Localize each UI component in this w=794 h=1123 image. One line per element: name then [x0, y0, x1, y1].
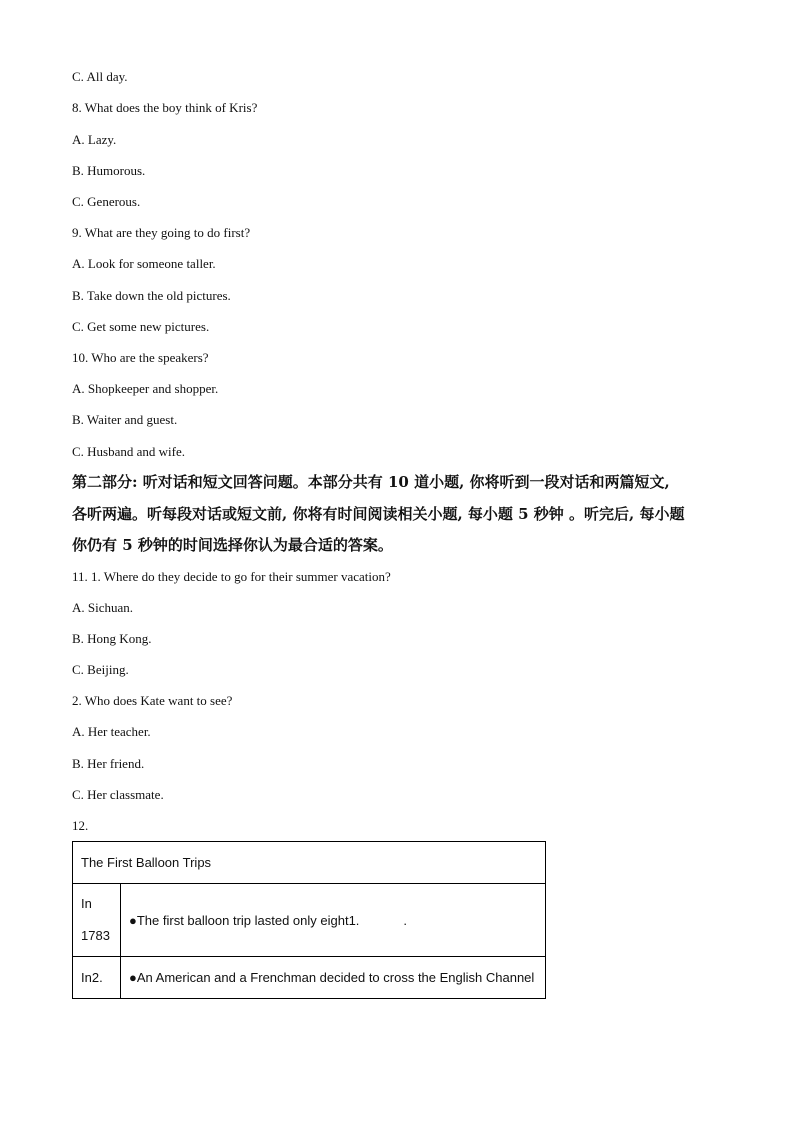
option-11-2c: C. Her classmate.: [72, 787, 164, 802]
option-9c: C. Get some new pictures.: [72, 319, 210, 334]
year-1783-label: 1783: [81, 928, 110, 943]
table-title: The First Balloon Trips: [73, 842, 546, 884]
question-11-1: 11. 1. Where do they decide to go for their summer vacation?: [72, 569, 391, 584]
option-11-2a: A. Her teacher.: [72, 724, 151, 739]
option-10a: A. Shopkeeper and shopper.: [72, 381, 219, 396]
option-10c: C. Husband and wife.: [72, 444, 186, 459]
table-year-cell: In2.: [73, 957, 121, 999]
section2-instructions-line1: 第二部分: 听对话和短文回答问题。本部分共有 10 道小题, 你将听到一段对话和两篇短文,: [72, 473, 670, 491]
option-11-2b: B. Her friend.: [72, 756, 145, 771]
balloon-trips-table: [72, 841, 546, 999]
table-row: [73, 884, 546, 957]
question-8: 8. What does the boy think of Kris?: [72, 100, 258, 115]
year-in-label: In: [81, 896, 92, 911]
question-12: 12.: [72, 818, 89, 833]
table-row: [73, 957, 546, 999]
option-9b: B. Take down the old pictures.: [72, 288, 231, 303]
question-10: 10. Who are the speakers?: [72, 350, 209, 365]
section2-instructions-line3: 你仍有 5 秒钟的时间选择你认为最合适的答案。: [72, 536, 393, 554]
table-text-cell: [121, 884, 546, 957]
row1-tail: .: [403, 912, 408, 928]
line-all-day: C. All day.: [72, 69, 128, 84]
option-8c: C. Generous.: [72, 194, 141, 209]
table-text-cell: ●An American and a Frenchman decided to cross the English Channel: [121, 957, 546, 999]
question-11-2: 2. Who does Kate want to see?: [72, 693, 233, 708]
question-9: 9. What are they going to do first?: [72, 225, 251, 240]
section2-instructions-line2: 各听两遍。听每段对话或短文前, 你将有时间阅读相关小题, 每小题 5 秒钟 。听完后, 每小题: [72, 505, 685, 523]
table-title-row: [73, 842, 546, 884]
option-8b: B. Humorous.: [72, 163, 146, 178]
row1-text: ●The first balloon trip lasted only eight1.: [129, 912, 360, 928]
table-year-cell: [73, 884, 121, 957]
option-10b: B. Waiter and guest.: [72, 412, 178, 427]
option-9a: A. Look for someone taller.: [72, 256, 216, 271]
option-8a: A. Lazy.: [72, 132, 117, 147]
option-11-1a: A. Sichuan.: [72, 600, 134, 615]
option-11-1c: C. Beijing.: [72, 662, 129, 677]
option-11-1b: B. Hong Kong.: [72, 631, 152, 646]
